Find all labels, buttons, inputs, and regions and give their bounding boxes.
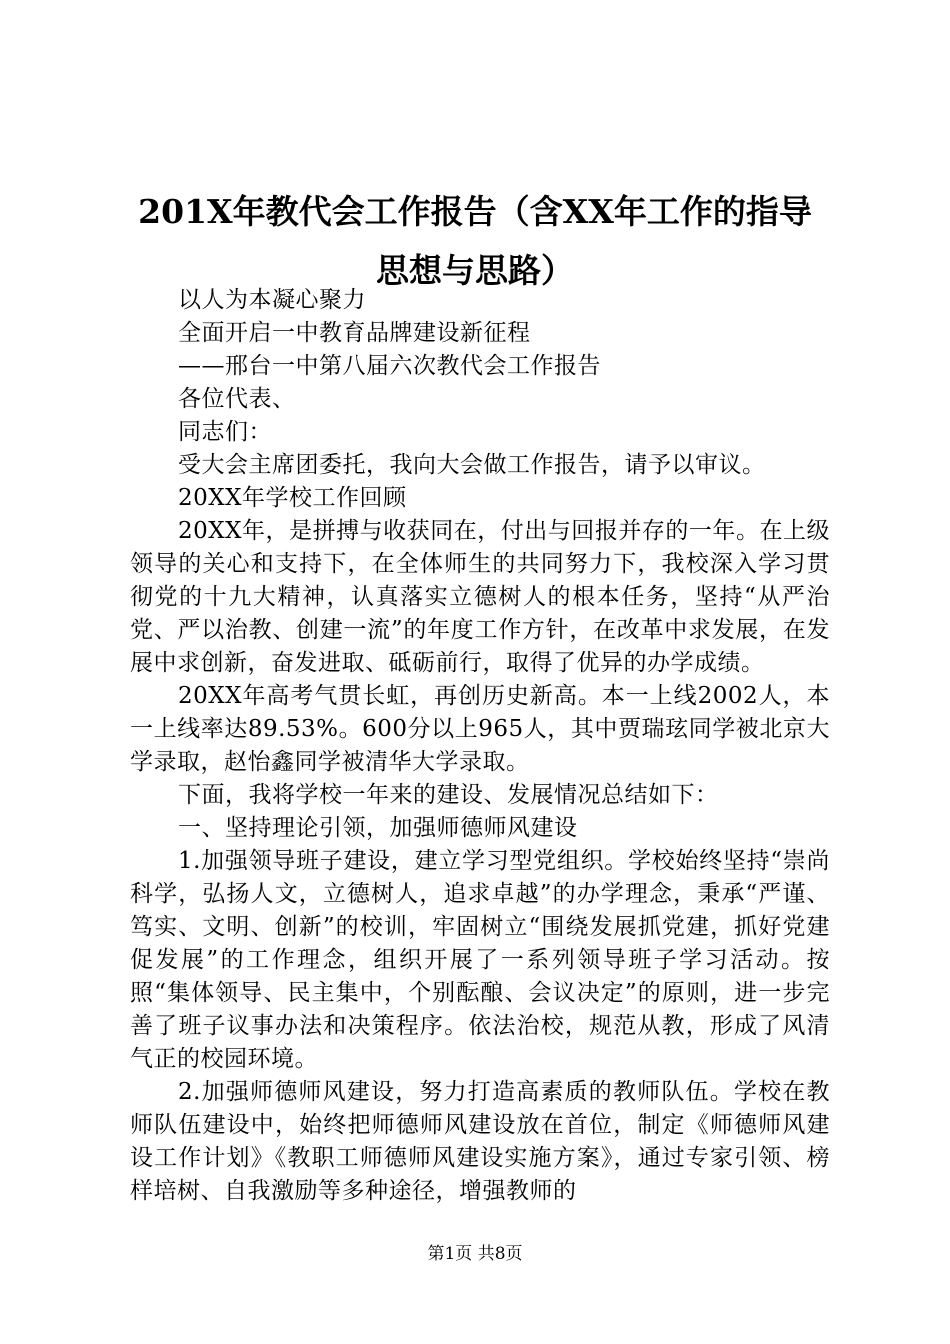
paragraph: 20XX年，是拼搏与收获同在，付出与回报并存的一年。在上级领导的关心和支持下，在全体师生的共同努力下，我校深入学习贯彻党的十九大精神，认真落实立德树人的根本任务，坚持“从严治党、严以治教、创建一流”的年度工作方针，在改革中求发展，在发展中求创新，奋发进取、砥砺前行，取得了优异的办学成绩。 <box>130 518 830 676</box>
page-number-footer: 第1页 共8页 <box>427 1244 523 1264</box>
paragraph: 下面，我将学校一年来的建设、发展情况总结如下： <box>178 782 719 808</box>
paragraph: 全面开启一中教育品牌建设新征程 <box>178 320 531 346</box>
paragraph: 2.加强师德师风建设，努力打造高素质的教师队伍。学校在教师队伍建设中，始终把师德师风建设放在首位，制定《师德师风建设工作计划》《教职工师德师风建设实施方案》，通过专家引领、榜样培树、自我激励等多种途径，增强教师的 <box>130 1079 830 1204</box>
paragraph: ——邢台一中第八届六次教代会工作报告 <box>178 353 601 379</box>
paragraph: 同志们： <box>178 419 272 445</box>
paragraph: 20XX年高考气贯长虹，再创历史新高。本一上线2002人，本一上线率达89.53%。600分以上965人，其中贾瑞玹同学被北京大学录取，赵怡鑫同学被清华大学录取。 <box>130 683 830 775</box>
document-title-line-1: 201X年教代会工作报告（含XX年工作的指导 <box>138 192 812 231</box>
paragraph: 以人为本凝心聚力 <box>178 287 366 313</box>
paragraph: 20XX年学校工作回顾 <box>178 485 407 511</box>
paragraph: 一、坚持理论引领，加强师德师风建设 <box>178 815 578 841</box>
paragraph: 1.加强领导班子建设，建立学习型党组织。学校始终坚持“崇尚科学，弘扬人文，立德树人，追求卓越”的办学理念，秉承“严谨、笃实、文明、创新”的校训，牢固树立“围绕发展抓党建，抓好党建促发展”的工作理念，组织开展了一系列领导班子学习活动。按照“集体领导、民主集中，个别酝酿、会议决定”的原则，进一步完善了班子议事办法和决策程序。依法治校，规范从教，形成了风清气正的校园环境。 <box>130 848 830 1072</box>
paragraph: 各位代表、 <box>178 386 296 412</box>
document-body <box>130 284 830 1208</box>
document-title-line-2: 思想与思路） <box>376 251 574 290</box>
paragraph: 受大会主席团委托，我向大会做工作报告，请予以审议。 <box>178 452 766 478</box>
